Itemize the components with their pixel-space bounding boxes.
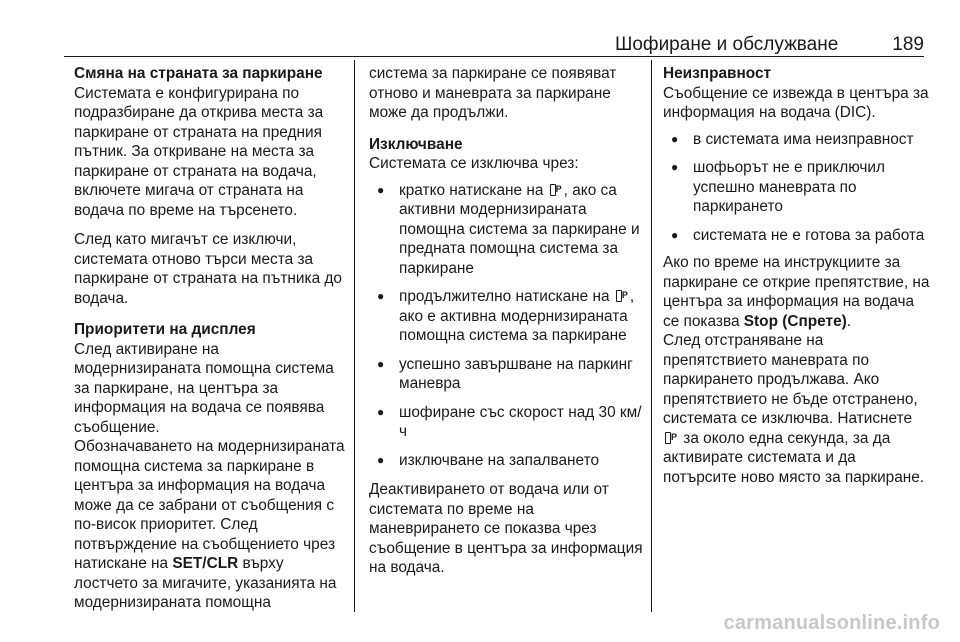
parking-assist-icon [615,289,629,302]
header-rule [64,56,924,57]
list-item: ● в системата има неизправност [663,130,931,150]
list-item [369,287,647,346]
parking-assist-icon [549,183,563,196]
text-run: . [846,312,852,330]
list-item: ● успешно завършване на паркинг маневра [369,355,647,394]
deactivation-list [369,181,647,471]
section-heading-display-priorities: Приоритети на дисплея [74,321,256,338]
paragraph: Съобщение се извежда в центъра за информация на водача (DIC). [663,84,929,121]
chapter-title: Шофиране и обслужване [614,34,839,55]
malfunction-list [663,130,931,246]
section-heading-parking-side: Смяна на страната за паркиране [74,65,323,82]
page-number: 189 [892,34,924,55]
column-3 [663,64,931,487]
column-divider-1 [354,60,355,612]
set-clr-label: SET/CLR [172,555,239,572]
list-item: ● изключване на запалването [369,451,647,471]
text-run: Обозначаването на модернизираната помощна система за паркиране в центъра за информация на водача може да се забрани от съобщения с по-висок приоритет. След потвърждение на съобщението чрез натискане на [74,438,345,572]
list-item [369,181,647,279]
section-heading-deactivation: Изключване [369,135,463,153]
section-heading-malfunction: Неизправност [663,65,772,82]
text-run: , ако е активна модернизираната помощна система за паркиране [399,288,635,344]
text-run: кратко натискане на [399,181,548,199]
text-run: , ако са активни модернизираната помощна система за паркиране и предната помощна система за паркиране [399,181,640,277]
paragraph [663,331,931,487]
list-item: ● системата не е готова за работа [663,226,931,246]
text-run: върху лостчето за мигачите, указанията на модернизираната помощна [74,555,337,611]
text-run: продължително натискане на [399,288,614,305]
column-1 [74,64,348,613]
paragraph: Системата се изключва чрез: [369,155,579,172]
watermark: carmanualsonline.info [723,612,940,634]
paragraph: система за паркиране се появяват отново и маневрата за паркиране може да продължи. [369,65,617,121]
text-run: Ако по време на инструкциите за паркиране се открие препятствие, на центъра за информация на водача се показва [663,254,930,330]
column-2 [369,64,647,578]
column-divider-2 [651,60,652,612]
list-item: ● шофиране със скорост над 30 км/ч [369,403,647,442]
paragraph [663,253,931,331]
paragraph: След като мигачът се изключи, системата отново търси места за паркиране от страната на пътника до водача. [74,231,342,307]
stop-message-label: Stop (Спрете) [743,312,847,330]
page-header [64,34,924,56]
text-run: за около една секунда, за да активирате системата и да потърсите ново място за паркиране. [663,429,925,486]
text-run: След отстраняване на препятствието маневрата по паркирането продължава. Ако препятствието не бъде отстранено, системата се изключва. Натиснете [663,332,918,427]
paragraph: След активиране на модернизираната помощна система за паркиране, на центъра за информация на водача се появява съобщение. [74,340,334,436]
parking-assist-icon [664,431,678,444]
list-item: ● шофьорът не е приключил успешно маневрата по паркирането [663,158,931,217]
paragraph: Системата е конфигурирана по подразбиране да открива места за паркиране от страната на предния пътник. За откриване на места за паркиране от страната на водача, включете мигача от страната на водача по време на търсенето. [74,84,324,219]
paragraph [74,437,348,613]
paragraph: Деактивирането от водача или от системата по време на маневрирането се показва чрез съобщение в центъра за информация на водача. [369,481,643,576]
